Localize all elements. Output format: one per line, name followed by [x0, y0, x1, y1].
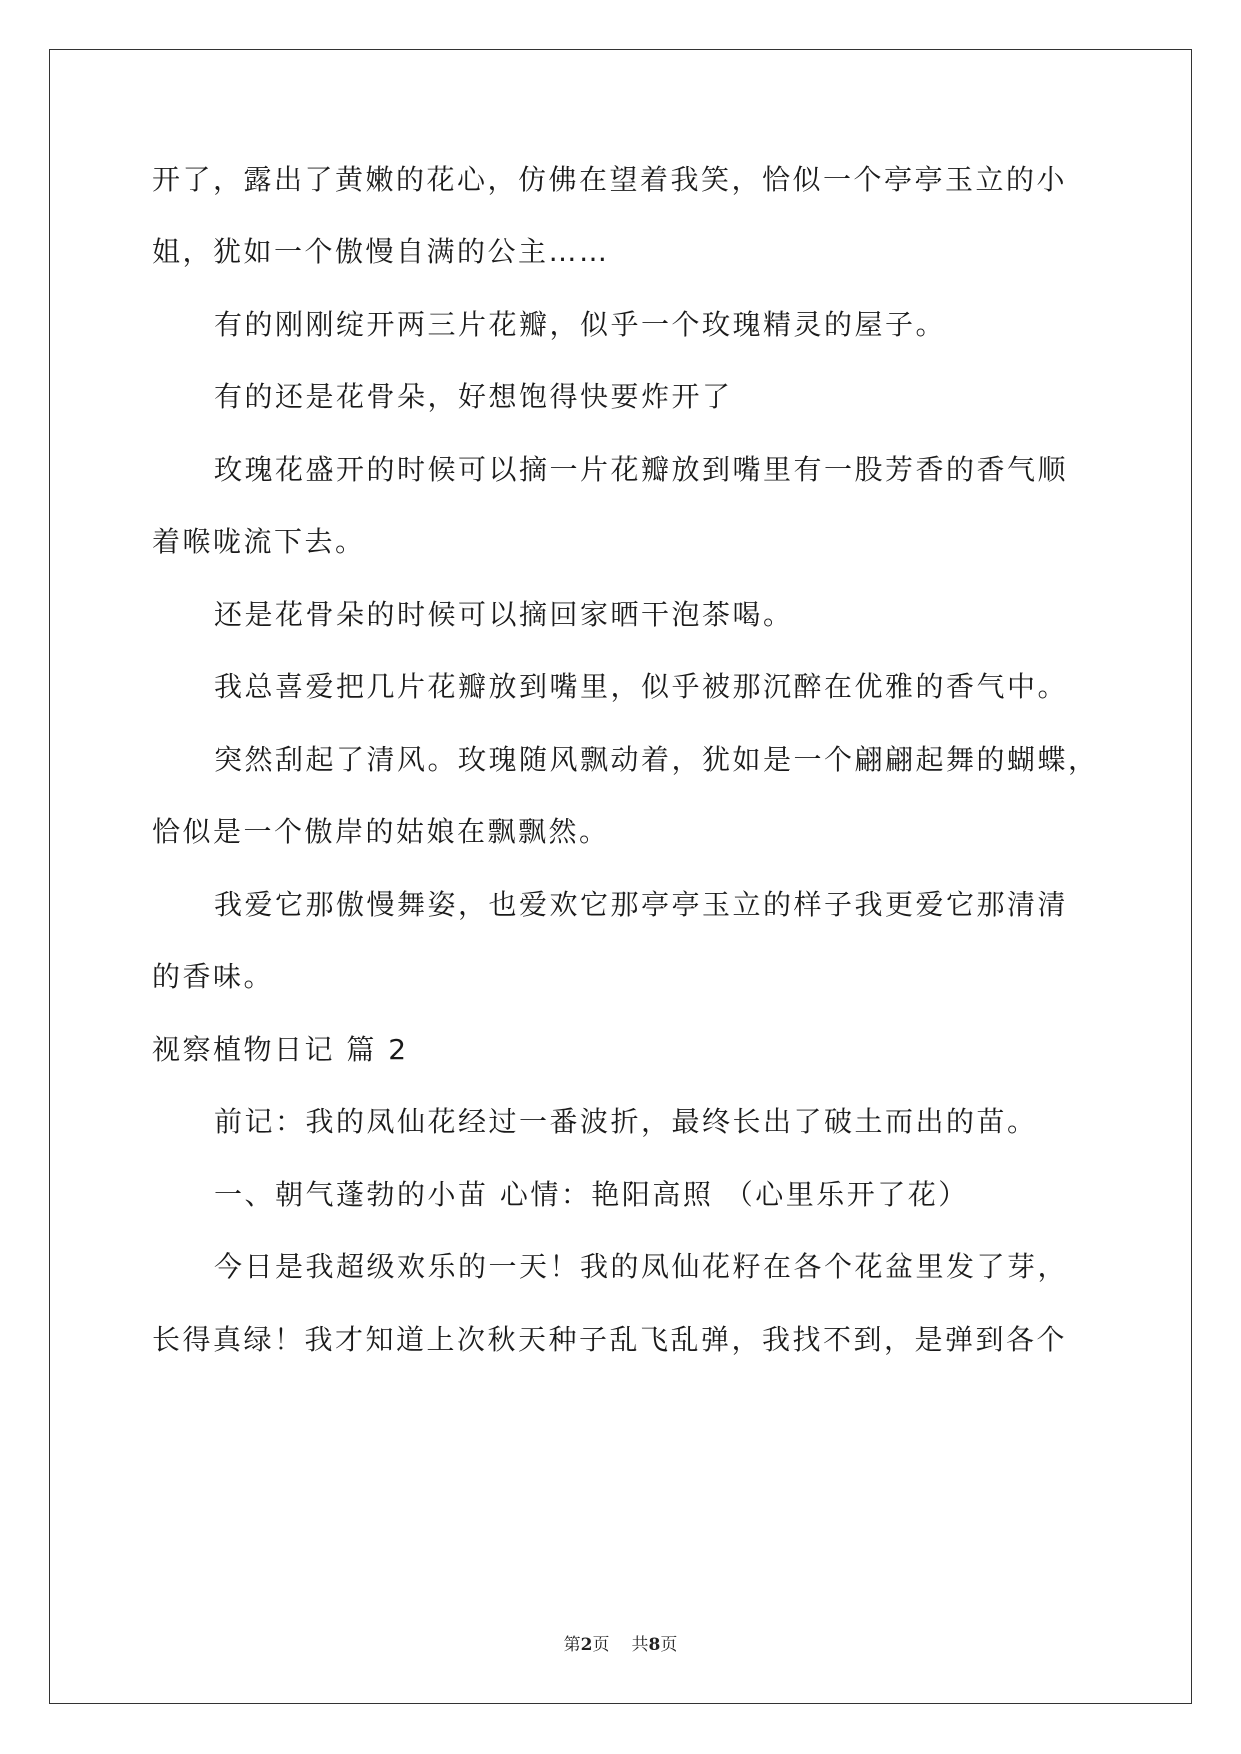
paragraph-line: 我总喜爱把几片花瓣放到嘴里，似乎被那沉醉在优雅的香气中。: [214, 670, 1069, 703]
page-frame: [49, 49, 1192, 1704]
page-suffix: 页: [592, 1635, 610, 1655]
paragraph-line: 有的还是花骨朵，好想饱得快要炸开了: [214, 380, 733, 413]
paragraph-line: 还是花骨朵的时候可以摘回家晒干泡茶喝。: [214, 598, 794, 631]
text-line: 恰似是一个傲岸的姑娘在飘飘然。: [152, 815, 610, 848]
current-page-number: 2: [580, 1635, 593, 1655]
page-footer: [0, 1630, 1241, 1655]
subheading-line: 一、朝气蓬勃的小苗 心情：艳阳高照 （心里乐开了花）: [214, 1178, 969, 1211]
paragraph-line: 今日是我超级欢乐的一天！我的凤仙花籽在各个花盆里发了芽，: [214, 1250, 1069, 1283]
text-line: 着喉咙流下去。: [152, 525, 366, 558]
text-line: 开了，露出了黄嫩的花心，仿佛在望着我笑，恰似一个亭亭玉立的小: [152, 163, 1068, 196]
paragraph-line: 前记：我的凤仙花经过一番波折，最终长出了破土而出的苗。: [214, 1105, 1038, 1138]
paragraph-line: 我爱它那傲慢舞姿，也爱欢它那亭亭玉立的样子我更爱它那清清: [214, 888, 1069, 921]
total-suffix: 页: [660, 1635, 678, 1655]
text-line: 的香味。: [152, 960, 275, 993]
paragraph-line: 玫瑰花盛开的时候可以摘一片花瓣放到嘴里有一股芳香的香气顺: [214, 453, 1069, 486]
paragraph-line: 有的刚刚绽开两三片花瓣，似乎一个玫瑰精灵的屋子。: [214, 308, 947, 341]
total-pages-number: 8: [648, 1635, 661, 1655]
section-heading: 视察植物日记 篇 2: [152, 1033, 409, 1066]
text-line: 长得真绿！我才知道上次秋天种子乱飞乱弹，我找不到，是弹到各个: [152, 1323, 1068, 1356]
total-prefix: 共: [631, 1635, 649, 1655]
paragraph-line: 突然刮起了清风。玫瑰随风飘动着，犹如是一个翩翩起舞的蝴蝶，: [214, 743, 1099, 776]
text-line: 姐，犹如一个傲慢自满的公主……: [152, 235, 610, 268]
page-prefix: 第: [563, 1635, 581, 1655]
